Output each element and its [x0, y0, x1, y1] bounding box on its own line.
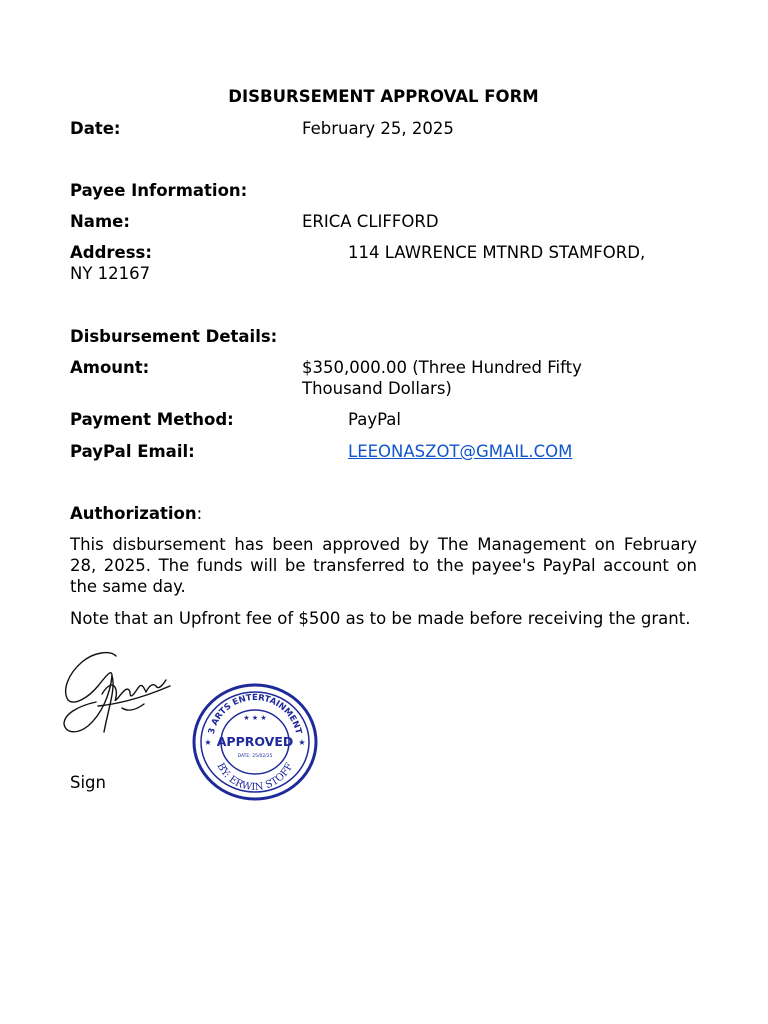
- address-line-2: NY 12167: [70, 264, 151, 283]
- approved-stamp: [192, 683, 318, 801]
- stamp-top-arc-text: 3 ARTS ENTERTAINMENT: [206, 692, 304, 736]
- stamp-stars: ★ ★ ★: [243, 714, 267, 722]
- authorization-heading-text: Authorization: [70, 504, 197, 523]
- stamp-star-right: ★: [298, 738, 306, 747]
- name-value: ERICA CLIFFORD: [302, 212, 439, 231]
- address-line-1: 114 LAWRENCE MTNRD STAMFORD,: [348, 243, 646, 262]
- authorization-paragraph: This disbursement has been approved by The Management on February 28, 2025. The funds will be transferred to the payee's PayPal account on the same day.: [70, 535, 697, 596]
- paypal-email-label: PayPal Email:: [70, 442, 195, 461]
- authorization-colon: :: [196, 504, 203, 523]
- upfront-fee-note: Note that an Upfront fee of $500 as to be made before receiving the grant.: [70, 609, 691, 628]
- amount-line-2: Thousand Dollars): [302, 379, 452, 398]
- disbursement-details-heading: Disbursement Details:: [70, 327, 278, 346]
- sign-label: Sign: [70, 773, 106, 792]
- stamp-date-text: DATE: 25/02/25: [237, 754, 273, 759]
- document-page: [70, 0, 697, 1024]
- payee-information-heading: Payee Information:: [70, 181, 248, 200]
- date-value: February 25, 2025: [302, 119, 454, 138]
- paypal-email-link[interactable]: LEEONASZOT@GMAIL.COM: [348, 442, 573, 461]
- form-title: DISBURSEMENT APPROVAL FORM: [228, 87, 539, 106]
- payment-method-value: PayPal: [348, 410, 401, 429]
- amount-label: Amount:: [70, 358, 150, 377]
- stamp-approved-text: APPROVED: [216, 734, 294, 749]
- amount-line-1: $350,000.00 (Three Hundred Fifty: [302, 358, 582, 377]
- stamp-star-left: ★: [204, 738, 212, 747]
- payment-method-label: Payment Method:: [70, 410, 234, 429]
- name-label: Name:: [70, 212, 130, 231]
- authorization-heading: [70, 503, 202, 524]
- date-label: Date:: [70, 119, 121, 138]
- address-label: Address:: [70, 243, 152, 262]
- handwritten-signature: [58, 648, 176, 740]
- stamp-bottom-arc-text: BY: ERWIN STOFF: [214, 761, 296, 794]
